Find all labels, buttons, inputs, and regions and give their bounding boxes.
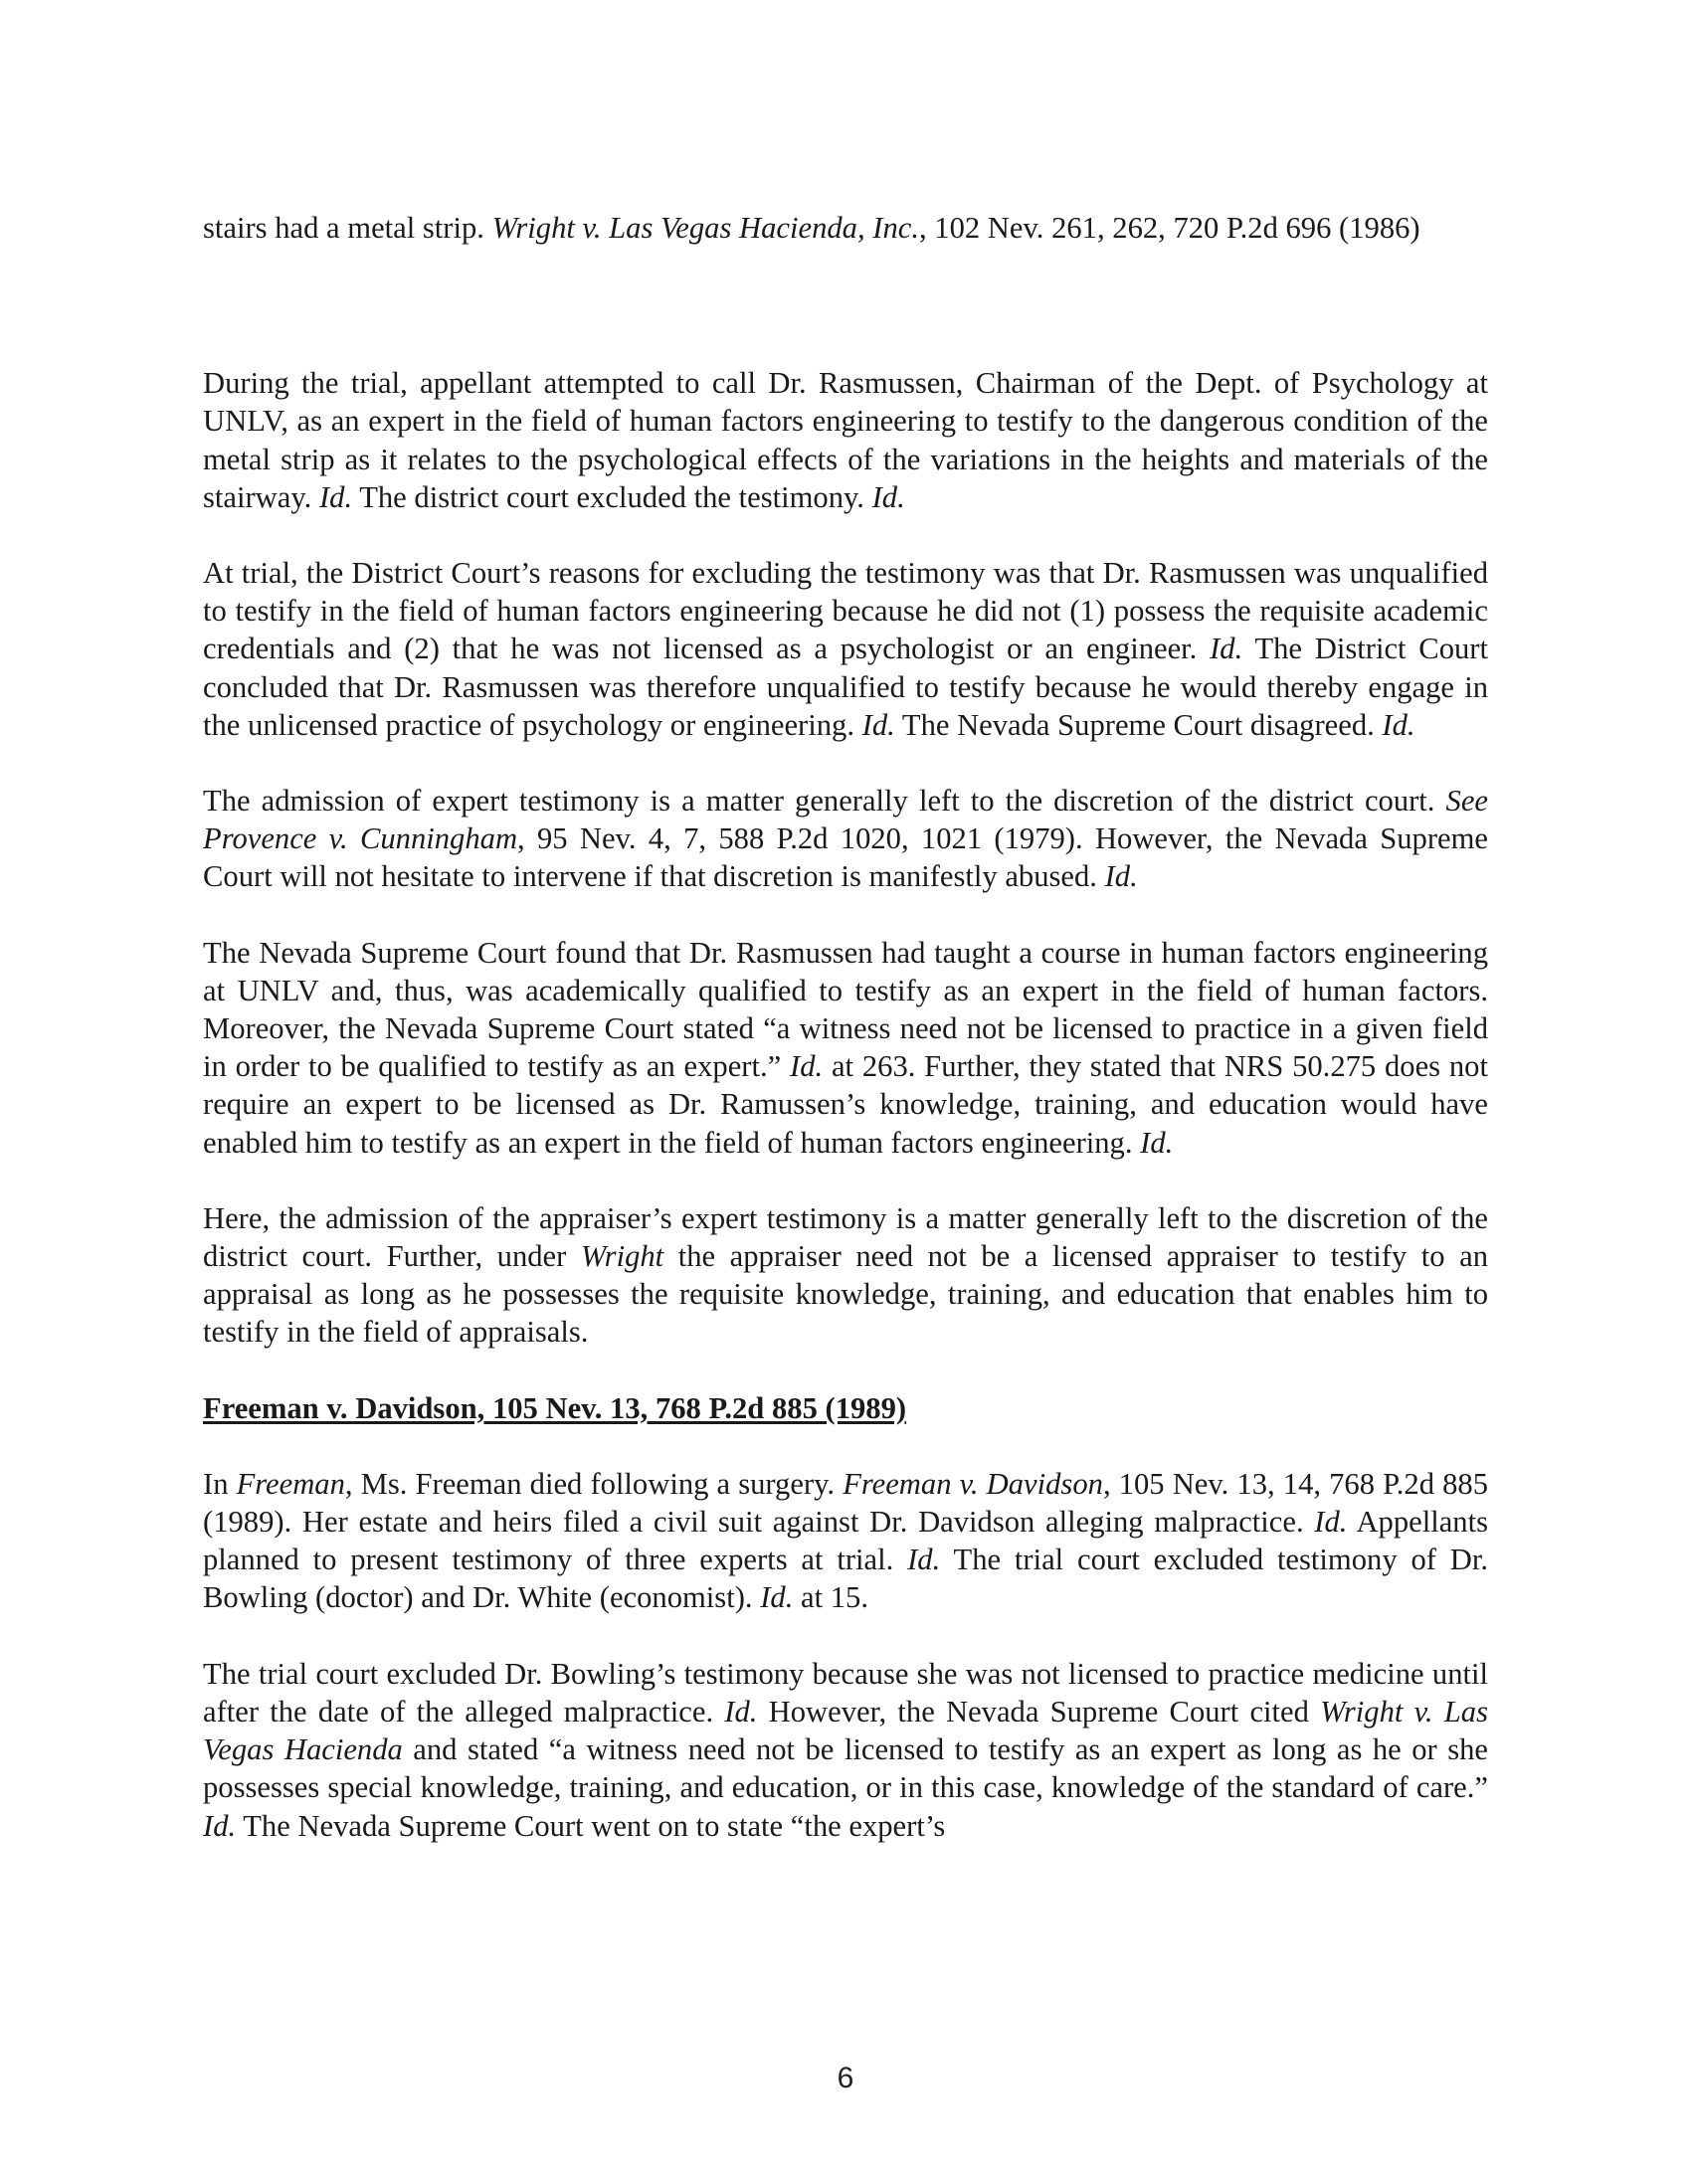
body-text-run: , 105 Nev. 13, 14, 768 P.2d 885 (1989). Her estate and heirs filed a civil suit against Dr. Davidson alleging malpractice. [203, 1466, 1488, 1540]
citation-italic-text: See Provence v. Cunningham [203, 784, 1488, 856]
body-text-run: At trial, the District Court’s reasons for excluding the testimony was that Dr. Rasmussen was unqualified to testify in the field of human factors engineering because he did not (1) possess the requisite academic credentials and (2) that he was not licensed as a psychologist or an engineer. [203, 556, 1488, 666]
body-text-run: stairs had a metal strip. [203, 211, 492, 245]
page-number: 6 [837, 2062, 854, 2094]
citation-italic-text: Id. [861, 707, 895, 742]
citation-italic-text: Wright v. Las Vegas Hacienda [203, 1694, 1488, 1767]
body-text-run: , Ms. Freeman died following a surgery. [344, 1466, 844, 1501]
body-text-run: Appellants planned to present testimony of three experts at trial. [203, 1505, 1488, 1577]
body-text-run: The District Court concluded that Dr. Rasmussen was therefore unqualified to testify because he would thereby engage in the unlicensed practice of psychology or engineering. [203, 632, 1488, 742]
body-text-run: and stated “a witness need not be licensed to testify as an expert as long as he or she possesses special knowledge, training, and education, or in this case, knowledge of the standard of care.” [203, 1732, 1488, 1805]
body-text-run: The Nevada Supreme Court went on to state “the expert’s [236, 1808, 946, 1843]
body-text-run: The admission of expert testimony is a matter generally left to the discretion of the district court. [203, 784, 1446, 819]
body-text-run: , 102 Nev. 261, 262, 720 P.2d 696 (1986) [918, 211, 1420, 245]
section-heading-freeman [203, 1389, 1488, 1427]
body-text-run: In [203, 1466, 237, 1501]
citation-italic-text: Wright [580, 1239, 664, 1274]
body-text-run: The trial court excluded testimony of Dr. Bowling (doctor) and Dr. White (economist). [203, 1543, 1488, 1615]
body-text-run: , 95 Nev. 4, 7, 588 P.2d 1020, 1021 (1979). However, the Nevada Supreme Court will not hesitate to intervene if that discretion is manifestly abused. [203, 821, 1489, 894]
citation-italic-text: Id. [318, 479, 353, 514]
paragraph-appraiser-application [203, 1199, 1488, 1352]
body-text-run: The district court excluded the testimony. [352, 479, 872, 514]
body-text-run: However, the Nevada Supreme Court cited [757, 1694, 1321, 1729]
body-text-run: During the trial, appellant attempted to call Dr. Rasmussen, Chairman of the Dept. of Psychology at UNLV, as an expert in the field of human factors engineering to testify to the dangerous condition of the metal strip as it relates to the psychological effects of the variations in the heights and materials of the stairway. [203, 366, 1488, 514]
citation-italic-text: Id. [1210, 632, 1243, 666]
body-text-run: at 263. Further, they stated that NRS 50.275 does not require an expert to be licensed as Dr. Ramussen’s knowledge, training, and education would have enabled him to testify as an expert in the field of human factors engineering. [203, 1049, 1488, 1160]
paragraph-supreme-court-findings [203, 934, 1488, 1162]
citation-italic-text: Id. [871, 479, 905, 514]
body-text-run: Freeman v. Davidson, 105 Nev. 13, 768 P.2d 885 (1989) [203, 1390, 907, 1425]
paragraph-trial-expert-call [203, 364, 1488, 516]
body-text-run: Here, the admission of the appraiser’s expert testimony is a matter generally left to the discretion of the district court. Further, under [203, 1200, 1488, 1274]
paragraph-bowling-testimony [203, 1655, 1488, 1845]
citation-italic-text: Id. [1104, 859, 1138, 894]
citation-italic-text: Freeman [236, 1466, 345, 1501]
citation-italic-text: Id. [1382, 707, 1415, 742]
citation-italic-text: Wright v. Las Vegas Hacienda, Inc. [491, 211, 919, 245]
citation-italic-text: Id. [790, 1049, 824, 1084]
paragraph-freeman-facts [203, 1465, 1488, 1617]
citation-italic-text: Id. [1140, 1125, 1174, 1160]
body-text-run: The trial court excluded Dr. Bowling’s testimony because she was not licensed to practice medicine until after the date of the alleged malpractice. [203, 1656, 1488, 1729]
paragraph-district-court-reasons [203, 554, 1488, 744]
document-body [203, 209, 1488, 1845]
body-text-run: The Nevada Supreme Court found that Dr. Rasmussen had taught a course in human factors engineering at UNLV and, thus, was academically qualified to testify as an expert in the field of human factors. Moreover, the Nevada Supreme Court stated “a witness need not be licensed to practice in a given field in order to be qualified to testify as an expert.” [203, 935, 1488, 1084]
body-text-run: at 15. [793, 1580, 868, 1615]
citation-italic-text: Freeman v. Davidson [843, 1466, 1103, 1501]
body-text-run: The Nevada Supreme Court disagreed. [894, 707, 1383, 742]
paragraph-stairs-metal-strip [203, 209, 1488, 247]
body-text-run: the appraiser need not be a licensed appraiser to testify to an appraisal as long as he possesses the requisite knowledge, training, and education that enables him to testify in the field of appraisals. [203, 1239, 1488, 1350]
citation-italic-text: Id. [1314, 1505, 1348, 1540]
paragraph-admission-discretion [203, 782, 1488, 896]
citation-italic-text: Id. [760, 1580, 794, 1615]
citation-italic-text: Id. [907, 1543, 941, 1577]
citation-italic-text: Id. [203, 1808, 237, 1843]
citation-italic-text: Id. [724, 1694, 758, 1729]
